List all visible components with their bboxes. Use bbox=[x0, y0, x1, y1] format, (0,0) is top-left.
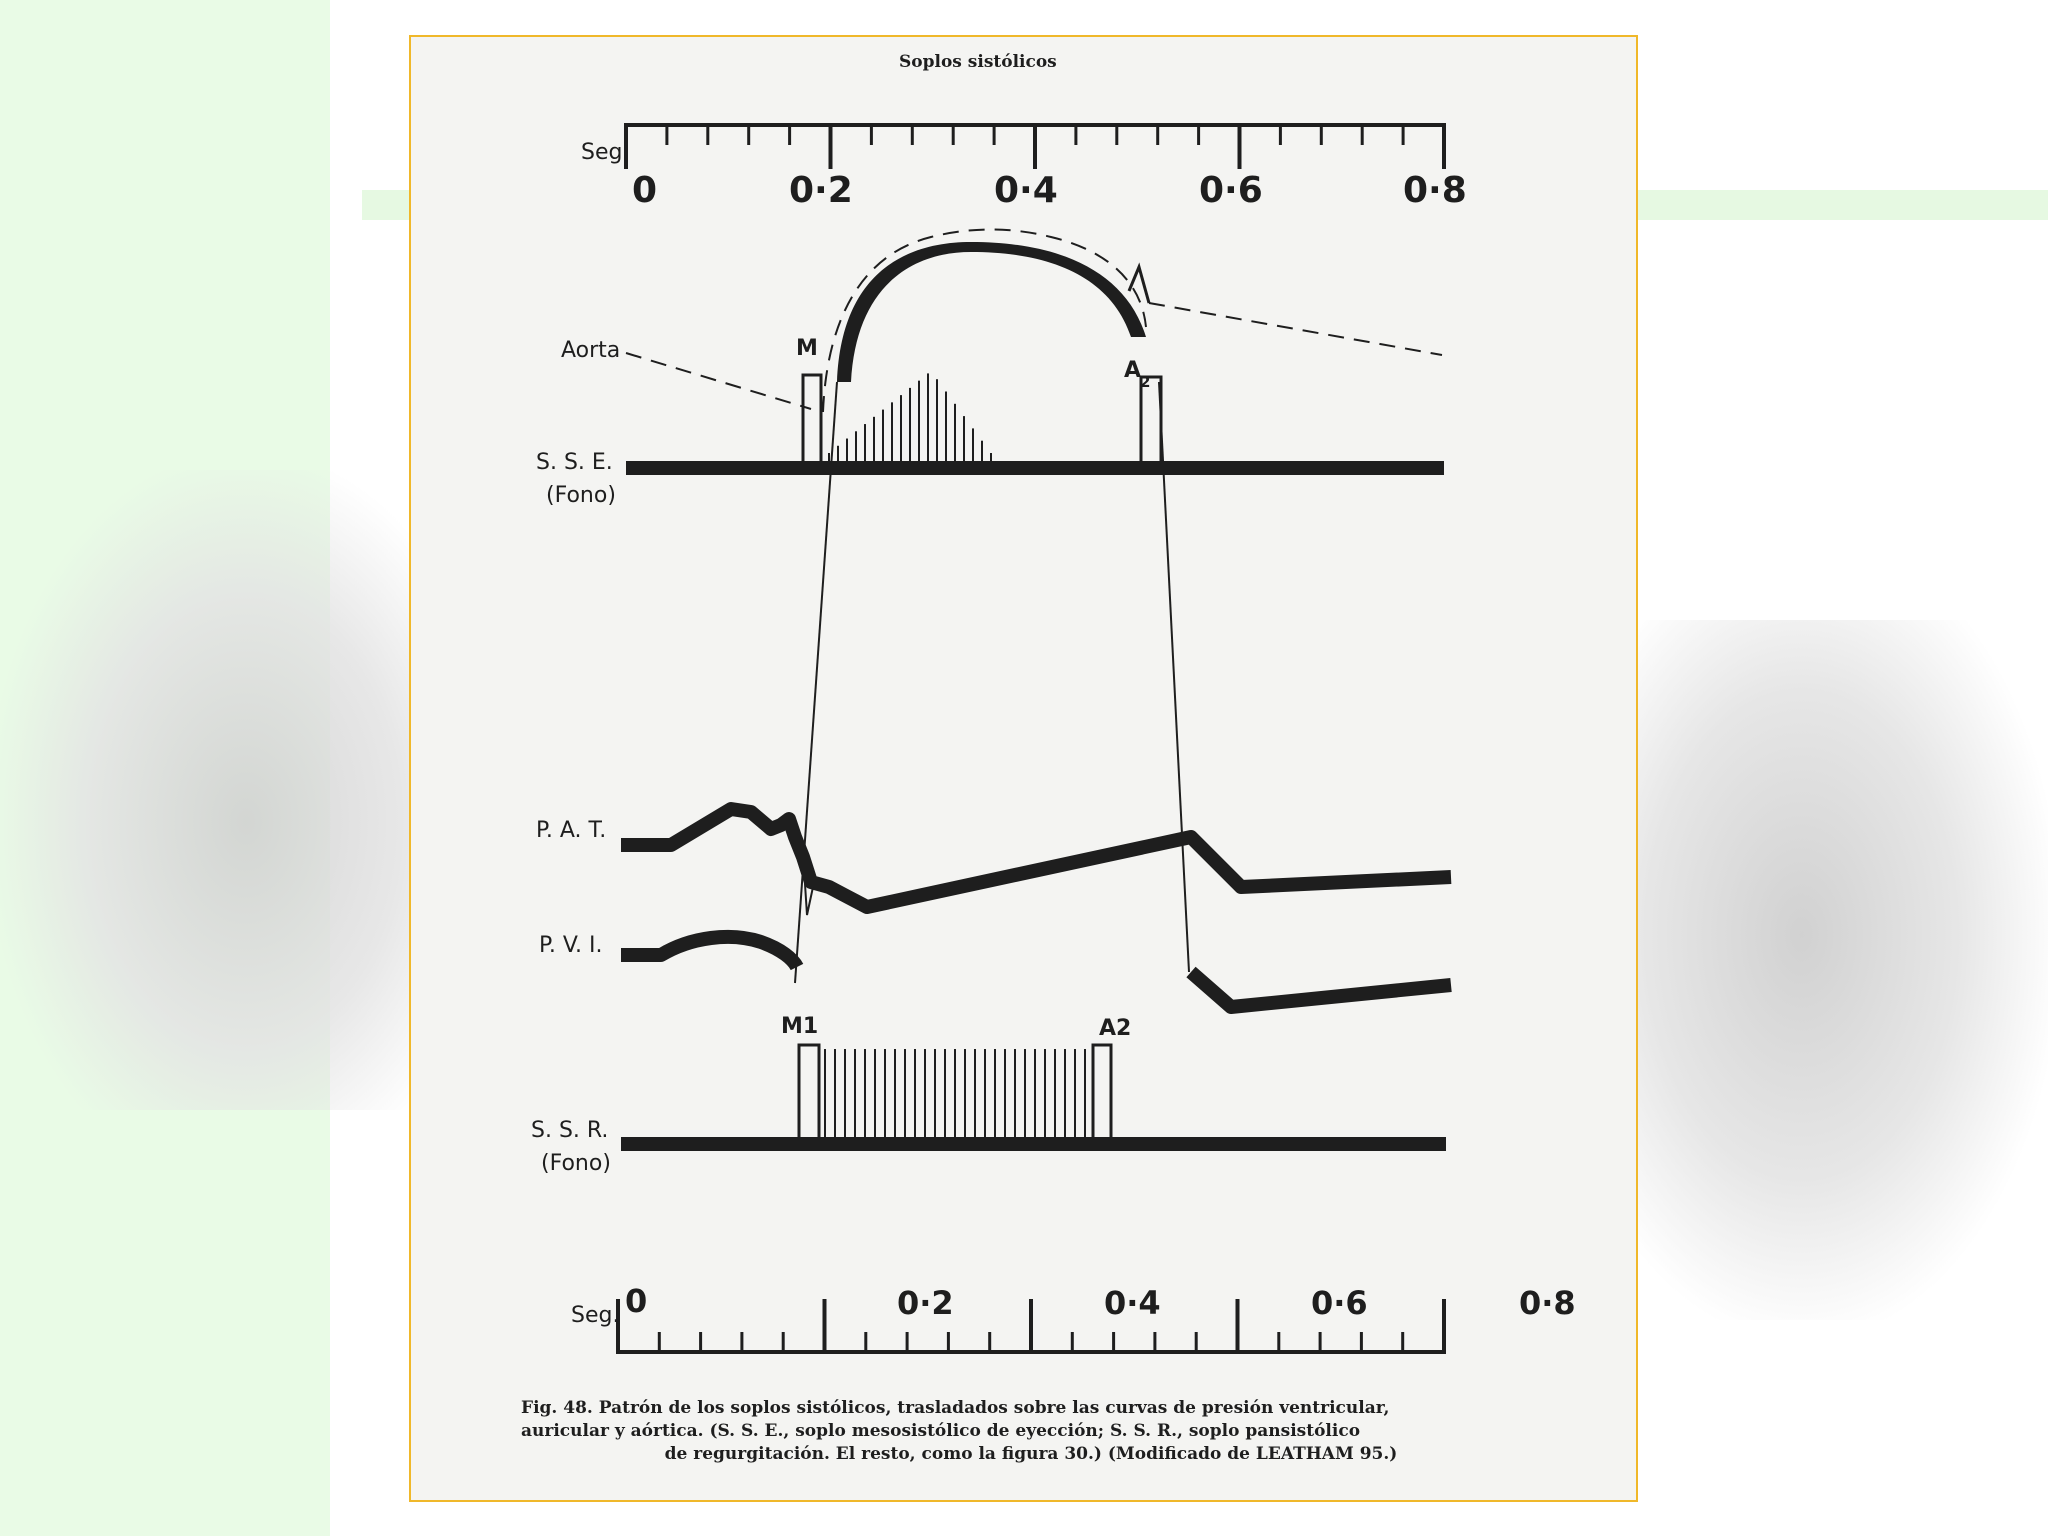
sse-baseline bbox=[626, 461, 1444, 475]
aorta-dashed-pre bbox=[626, 353, 811, 409]
ssr-baseline bbox=[621, 1137, 1446, 1151]
m1-label: M1 bbox=[781, 1014, 819, 1039]
ssr-phono bbox=[621, 1045, 1446, 1151]
sse-murmur-diamond bbox=[829, 373, 991, 461]
top-tick-label-4: 0·8 bbox=[1403, 170, 1467, 211]
background-photo-faded-left bbox=[0, 470, 410, 1110]
top-axis-label: Seg. bbox=[581, 140, 630, 165]
figure-caption bbox=[521, 1397, 1541, 1466]
ssr-label-line1: S. S. R. bbox=[531, 1118, 609, 1143]
m-label: M bbox=[796, 336, 818, 361]
pvi-curve bbox=[621, 937, 797, 967]
figure-title: Soplos sistólicos bbox=[899, 52, 1057, 72]
top-tick-label-0: 0 bbox=[632, 170, 658, 211]
top-axis bbox=[626, 125, 1444, 169]
aorta-dashed-post bbox=[1149, 303, 1442, 355]
caption-line-2: auricular y aórtica. (S. S. E., soplo mesosistólico de eyección; S. S. R., soplo pansistólico bbox=[521, 1421, 1361, 1441]
background-photo-faded-right bbox=[1600, 620, 2048, 1320]
bottom-tick-label-4: 0·8 bbox=[1519, 1284, 1576, 1322]
ssr-m1-spike bbox=[799, 1045, 819, 1137]
ssr-murmur-plateau bbox=[825, 1049, 1085, 1137]
systolic-murmur-diagram bbox=[411, 37, 1640, 1504]
bottom-tick-label-0: 0 bbox=[625, 1282, 648, 1320]
a2-top-label: A bbox=[1124, 358, 1142, 383]
aorta-dashed-envelope bbox=[823, 230, 1146, 413]
a2-label: A2 bbox=[1099, 1016, 1132, 1041]
ssr-label-line2: (Fono) bbox=[541, 1151, 611, 1176]
bottom-tick-label-2: 0·4 bbox=[1104, 1284, 1161, 1322]
caption-line-1: Fig. 48. Patrón de los soplos sistólicos, trasladados sobre las curvas de presión ventricular, bbox=[521, 1398, 1390, 1418]
bottom-axis-tick-labels bbox=[625, 1282, 1576, 1322]
top-tick-label-2: 0·4 bbox=[994, 170, 1058, 211]
bottom-axis-label: Seg. bbox=[571, 1303, 620, 1328]
pat-curve bbox=[621, 809, 1451, 907]
sse-label-line1: S. S. E. bbox=[536, 450, 613, 475]
top-tick-label-1: 0·2 bbox=[789, 170, 853, 211]
ssr-a2-spike bbox=[1093, 1045, 1111, 1137]
pat-label: P. A. T. bbox=[536, 818, 607, 843]
bottom-tick-label-1: 0·2 bbox=[897, 1284, 954, 1322]
aorta-label: Aorta bbox=[561, 338, 621, 363]
figure-panel bbox=[409, 35, 1638, 1502]
sse-m-spike bbox=[803, 375, 821, 461]
top-axis-tick-labels bbox=[632, 170, 1467, 211]
top-axis-ticks bbox=[626, 125, 1444, 169]
pvi-label: P. V. I. bbox=[539, 933, 603, 958]
bottom-tick-label-3: 0·6 bbox=[1311, 1284, 1368, 1322]
sse-phono bbox=[626, 373, 1444, 475]
a2-top-sub-label: 2 bbox=[1140, 373, 1151, 391]
pvi-diastolic bbox=[1191, 972, 1451, 1007]
aorta-arc-thick bbox=[837, 242, 1146, 382]
sse-label-line2: (Fono) bbox=[546, 483, 616, 508]
top-tick-label-3: 0·6 bbox=[1199, 170, 1263, 211]
caption-line-3: de regurgitación. El resto, como la figura 30.) (Modificado de LEATHAM 95.) bbox=[664, 1444, 1398, 1464]
